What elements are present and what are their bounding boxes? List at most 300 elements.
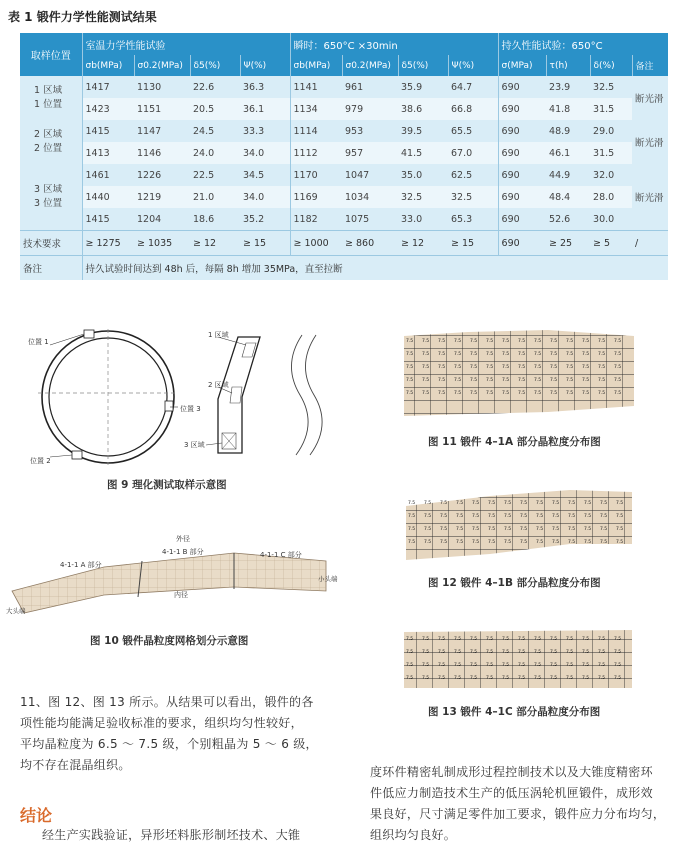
note-cell: 断光滑 — [632, 76, 668, 120]
grain-size-label: 7.5 — [438, 650, 446, 655]
fig13-caption: 图 13 锻件 4–1C 部分晶粒度分布图 — [428, 706, 601, 718]
table-cell: 1461 — [82, 164, 134, 186]
grain-size-label: 7.5 — [536, 540, 544, 545]
grain-size-label: 7.5 — [472, 501, 480, 506]
table-cell: 1423 — [82, 98, 134, 120]
table-cell: 21.0 — [190, 186, 240, 208]
req-cell: ≥ 5 — [590, 231, 632, 256]
grain-size-label: 7.5 — [550, 676, 558, 681]
grain-size-label: 7.5 — [422, 676, 430, 681]
grain-size-label: 7.5 — [536, 514, 544, 519]
req-cell: ≥ 1000 — [290, 231, 342, 256]
grain-size-label: 7.5 — [438, 663, 446, 668]
position-label: 2 位置 — [34, 143, 63, 154]
grain-size-label: 7.5 — [470, 391, 478, 396]
subheader: σ0.2(MPa) — [134, 55, 190, 76]
table-cell: 35.0 — [398, 164, 448, 186]
grain-size-label: 7.5 — [408, 514, 416, 519]
grain-size-label: 7.5 — [550, 339, 558, 344]
label-part-c: 4-1-1 C 部分 — [260, 551, 302, 559]
subheader: σ0.2(MPa) — [342, 55, 398, 76]
fig12-photo — [400, 484, 636, 564]
table-cell: 1226 — [134, 164, 190, 186]
grain-size-label: 7.5 — [600, 540, 608, 545]
grain-size-label: 7.5 — [598, 378, 606, 383]
subheader: σb(MPa) — [82, 55, 134, 76]
grain-size-label: 7.5 — [582, 663, 590, 668]
grain-size-label: 7.5 — [552, 527, 560, 532]
grain-size-label: 7.5 — [502, 676, 510, 681]
subheader: 备注 — [632, 55, 668, 76]
grain-size-label: 7.5 — [584, 501, 592, 506]
para-line: 项性能均能满足验收标准的要求，组织均匀性较好， — [20, 716, 303, 730]
paragraph-left — [20, 692, 350, 776]
grain-size-label: 7.5 — [552, 501, 560, 506]
grain-size-label: 7.5 — [454, 663, 462, 668]
table-cell: 20.5 — [190, 98, 240, 120]
grain-size-label: 7.5 — [598, 676, 606, 681]
grain-size-label: 7.5 — [552, 540, 560, 545]
grain-size-label: 7.5 — [502, 637, 510, 642]
grain-size-label: 7.5 — [616, 514, 624, 519]
subheader: Ψ(%) — [240, 55, 290, 76]
grain-size-label: 7.5 — [504, 540, 512, 545]
grain-size-label: 7.5 — [502, 663, 510, 668]
grain-size-label: 7.5 — [518, 352, 526, 357]
table-cell: 32.5 — [398, 186, 448, 208]
table-cell: 1114 — [290, 120, 342, 142]
section-heading: 结论 — [20, 806, 53, 825]
grain-size-label: 7.5 — [518, 663, 526, 668]
grain-size-label: 7.5 — [454, 339, 462, 344]
grain-size-label: 7.5 — [488, 514, 496, 519]
table-cell: 64.7 — [448, 76, 498, 98]
table-cell: 1440 — [82, 186, 134, 208]
grain-size-label: 7.5 — [406, 637, 414, 642]
grain-size-label: 7.5 — [550, 365, 558, 370]
table-cell: 65.5 — [448, 120, 498, 142]
table-cell: 1169 — [290, 186, 342, 208]
grain-size-label: 7.5 — [518, 339, 526, 344]
label-inner: 内径 — [174, 591, 188, 599]
position-label: 3 区域 — [34, 184, 63, 195]
grain-size-label: 7.5 — [614, 339, 622, 344]
fig9-diagram — [20, 325, 350, 465]
table-cell: 32.5 — [448, 186, 498, 208]
grain-size-label: 7.5 — [616, 527, 624, 532]
table-cell: 36.1 — [240, 98, 290, 120]
grain-size-label: 7.5 — [598, 650, 606, 655]
position-label: 1 区域 — [34, 85, 63, 96]
fig13-photo — [400, 626, 636, 692]
grain-size-label: 7.5 — [614, 378, 622, 383]
table-cell: 29.0 — [590, 120, 632, 142]
grain-size-label: 7.5 — [614, 391, 622, 396]
grain-size-label: 7.5 — [456, 540, 464, 545]
grain-size-label: 7.5 — [550, 650, 558, 655]
grain-size-label: 7.5 — [566, 650, 574, 655]
req-cell: ≥ 12 — [190, 231, 240, 256]
table-cell: 65.3 — [448, 208, 498, 231]
table-cell: 66.8 — [448, 98, 498, 120]
grain-size-label: 7.5 — [552, 514, 560, 519]
note-cell: 断光滑 — [632, 120, 668, 164]
table-row — [20, 98, 668, 120]
grain-size-label: 7.5 — [454, 365, 462, 370]
table-cell: 34.0 — [240, 186, 290, 208]
table-cell: 1182 — [290, 208, 342, 231]
position-label: 3 位置 — [34, 198, 63, 209]
grain-size-label: 7.5 — [566, 352, 574, 357]
grain-size-label: 7.5 — [566, 663, 574, 668]
grain-size-label: 7.5 — [438, 378, 446, 383]
grain-size-label: 7.5 — [454, 391, 462, 396]
note-cell: 断光滑 — [632, 164, 668, 231]
grain-size-label: 7.5 — [520, 501, 528, 506]
fig11-photo — [398, 322, 638, 422]
grain-size-label: 7.5 — [598, 352, 606, 357]
grain-size-label: 7.5 — [486, 365, 494, 370]
table-cell: 48.4 — [546, 186, 590, 208]
header-sampling-position: 取样位置 — [20, 33, 82, 76]
grain-size-label: 7.5 — [584, 514, 592, 519]
para-line: 平均晶粒度为 6.5 ～ 7.5 级，个别粗晶为 5 ～ 6 级， — [20, 737, 318, 751]
table-cell: 28.0 — [590, 186, 632, 208]
grain-size-label: 7.5 — [566, 391, 574, 396]
position-label: 2 区域 — [34, 129, 63, 140]
grain-size-label: 7.5 — [438, 352, 446, 357]
grain-size-label: 7.5 — [584, 527, 592, 532]
table-cell: 979 — [342, 98, 398, 120]
position-cell — [20, 164, 82, 231]
grain-size-label: 7.5 — [424, 527, 432, 532]
grain-size-label: 7.5 — [406, 391, 414, 396]
table-cell: 1134 — [290, 98, 342, 120]
grain-size-label: 7.5 — [534, 663, 542, 668]
grain-size-label: 7.5 — [550, 391, 558, 396]
table-cell: 957 — [342, 142, 398, 164]
grain-size-label: 7.5 — [486, 650, 494, 655]
subheader: σb(MPa) — [290, 55, 342, 76]
table-cell: 33.3 — [240, 120, 290, 142]
grain-size-label: 7.5 — [534, 637, 542, 642]
grain-size-label: 7.5 — [614, 676, 622, 681]
grain-size-label: 7.5 — [488, 527, 496, 532]
grain-size-label: 7.5 — [550, 637, 558, 642]
subheader: σ(MPa) — [498, 55, 546, 76]
grain-size-label: 7.5 — [488, 501, 496, 506]
grain-size-label: 7.5 — [438, 676, 446, 681]
table-row — [20, 186, 668, 208]
grain-size-label: 7.5 — [422, 378, 430, 383]
subheader: δ(%) — [590, 55, 632, 76]
table-cell: 35.9 — [398, 76, 448, 98]
grain-size-label: 7.5 — [582, 378, 590, 383]
grain-size-label: 7.5 — [502, 378, 510, 383]
label-outer: 外径 — [176, 535, 190, 543]
table-cell: 32.0 — [590, 164, 632, 186]
table-cell: 961 — [342, 76, 398, 98]
grain-size-label: 7.5 — [582, 391, 590, 396]
grain-size-label: 7.5 — [566, 378, 574, 383]
grain-size-label: 7.5 — [438, 391, 446, 396]
table-cell: 33.0 — [398, 208, 448, 231]
grain-size-label: 7.5 — [568, 514, 576, 519]
table-cell: 52.6 — [546, 208, 590, 231]
label-small-end: 小头端 — [318, 575, 338, 583]
header-instant: 瞬时：650°C ×30min — [290, 33, 498, 55]
req-label: 技术要求 — [20, 231, 82, 256]
table-cell: 1112 — [290, 142, 342, 164]
table-cell: 35.2 — [240, 208, 290, 231]
grain-size-label: 7.5 — [424, 514, 432, 519]
remark-text: 持久试验时间达到 48h 后，每隔 8h 增加 35MPa，直至拉断 — [82, 256, 668, 281]
grain-size-label: 7.5 — [470, 676, 478, 681]
table-cell: 690 — [498, 142, 546, 164]
paragraph-right — [370, 762, 680, 846]
table-cell: 34.5 — [240, 164, 290, 186]
grain-size-label: 7.5 — [582, 365, 590, 370]
grain-size-label: 7.5 — [422, 637, 430, 642]
table-cell: 46.1 — [546, 142, 590, 164]
req-cell: ≥ 25 — [546, 231, 590, 256]
grain-size-label: 7.5 — [456, 527, 464, 532]
table-cell: 1141 — [290, 76, 342, 98]
grain-size-label: 7.5 — [614, 663, 622, 668]
grain-size-label: 7.5 — [518, 365, 526, 370]
fig12-caption: 图 12 锻件 4–1B 部分晶粒度分布图 — [428, 577, 601, 589]
grain-size-label: 7.5 — [584, 540, 592, 545]
grain-size-label: 7.5 — [486, 663, 494, 668]
grain-size-label: 7.5 — [504, 514, 512, 519]
label-zone-1: 1 区域 — [208, 331, 229, 339]
conclusion-line: 经生产实践验证，异形坯料胀形制坯技术、大锥 — [42, 828, 301, 842]
grain-size-label: 7.5 — [408, 527, 416, 532]
grain-size-label: 7.5 — [568, 527, 576, 532]
grain-size-label: 7.5 — [536, 501, 544, 506]
grain-size-label: 7.5 — [406, 650, 414, 655]
table-cell: 24.0 — [190, 142, 240, 164]
grain-size-label: 7.5 — [550, 378, 558, 383]
grain-size-label: 7.5 — [456, 501, 464, 506]
table-cell: 22.5 — [190, 164, 240, 186]
properties-table — [20, 33, 668, 280]
grain-size-label: 7.5 — [472, 527, 480, 532]
grain-size-label: 7.5 — [406, 352, 414, 357]
grain-size-label: 7.5 — [438, 637, 446, 642]
grain-size-label: 7.5 — [456, 514, 464, 519]
grain-size-label: 7.5 — [470, 378, 478, 383]
grain-size-label: 7.5 — [454, 637, 462, 642]
grain-size-label: 7.5 — [520, 514, 528, 519]
table-cell: 1204 — [134, 208, 190, 231]
table-cell: 41.5 — [398, 142, 448, 164]
para-line: 11、图 12、图 13 所示。从结果可以看出，锻件的各 — [20, 695, 314, 709]
table-row — [20, 120, 668, 142]
para-line: 果良好，尺寸满足零件加工要求，锻件应力分布均匀， — [370, 807, 666, 821]
grain-size-label: 7.5 — [486, 676, 494, 681]
grain-size-label: 7.5 — [600, 501, 608, 506]
grain-size-label: 7.5 — [600, 514, 608, 519]
grain-size-label: 7.5 — [534, 365, 542, 370]
grain-size-label: 7.5 — [518, 391, 526, 396]
grain-size-label: 7.5 — [422, 391, 430, 396]
fig10-caption: 图 10 锻件晶粒度网格划分示意图 — [90, 635, 249, 647]
grain-size-label: 7.5 — [582, 637, 590, 642]
grain-size-label: 7.5 — [470, 637, 478, 642]
grain-size-label: 7.5 — [406, 365, 414, 370]
fig11-caption: 图 11 锻件 4–1A 部分晶粒度分布图 — [428, 436, 601, 448]
table-cell: 1417 — [82, 76, 134, 98]
table-row — [20, 164, 668, 186]
subheader: δ5(%) — [190, 55, 240, 76]
grain-size-label: 7.5 — [614, 650, 622, 655]
para-line: 均不存在混晶组织。 — [20, 758, 131, 772]
grain-size-label: 7.5 — [566, 676, 574, 681]
grain-size-label: 7.5 — [582, 676, 590, 681]
grain-size-label: 7.5 — [454, 676, 462, 681]
grain-size-label: 7.5 — [614, 352, 622, 357]
fig9-caption: 图 9 理化测试取样示意图 — [107, 479, 227, 491]
grain-size-label: 7.5 — [406, 663, 414, 668]
grain-size-label: 7.5 — [486, 352, 494, 357]
req-cell: ≥ 1275 — [82, 231, 134, 256]
table-cell: 953 — [342, 120, 398, 142]
table-cell: 36.3 — [240, 76, 290, 98]
grain-size-label: 7.5 — [454, 352, 462, 357]
grain-size-label: 7.5 — [486, 339, 494, 344]
grain-size-label: 7.5 — [408, 540, 416, 545]
grain-size-label: 7.5 — [406, 676, 414, 681]
grain-size-label: 7.5 — [520, 540, 528, 545]
table-cell: 690 — [498, 208, 546, 231]
label-position-1: 位置 1 — [28, 338, 49, 346]
grain-size-label: 7.5 — [534, 676, 542, 681]
subheader: τ(h) — [546, 55, 590, 76]
grain-size-label: 7.5 — [502, 365, 510, 370]
grain-size-label: 7.5 — [598, 637, 606, 642]
grain-size-label: 7.5 — [470, 650, 478, 655]
grain-size-label: 7.5 — [518, 378, 526, 383]
grain-size-label: 7.5 — [598, 365, 606, 370]
grain-size-label: 7.5 — [534, 650, 542, 655]
table-cell: 39.5 — [398, 120, 448, 142]
grain-size-label: 7.5 — [536, 527, 544, 532]
grain-size-label: 7.5 — [568, 501, 576, 506]
table-cell: 41.8 — [546, 98, 590, 120]
grain-size-label: 7.5 — [582, 650, 590, 655]
table-cell: 1147 — [134, 120, 190, 142]
grain-size-label: 7.5 — [488, 540, 496, 545]
grain-size-label: 7.5 — [520, 527, 528, 532]
grain-size-label: 7.5 — [422, 650, 430, 655]
grain-size-label: 7.5 — [422, 663, 430, 668]
grain-size-label: 7.5 — [422, 365, 430, 370]
grain-size-label: 7.5 — [550, 663, 558, 668]
grain-size-label: 7.5 — [502, 391, 510, 396]
grain-size-label: 7.5 — [616, 501, 624, 506]
table-cell: 1130 — [134, 76, 190, 98]
subheader: Ψ(%) — [448, 55, 498, 76]
req-cell: ≥ 1035 — [134, 231, 190, 256]
label-big-end: 大头端 — [6, 607, 26, 615]
position-label: 1 位置 — [34, 99, 63, 110]
table-cell: 690 — [498, 120, 546, 142]
table-cell: 690 — [498, 98, 546, 120]
table-cell: 1413 — [82, 142, 134, 164]
label-part-a: 4-1-1 A 部分 — [60, 561, 102, 569]
grain-size-label: 7.5 — [470, 365, 478, 370]
table-cell: 32.5 — [590, 76, 632, 98]
grain-size-label: 7.5 — [504, 527, 512, 532]
grain-size-label: 7.5 — [598, 663, 606, 668]
grain-size-label: 7.5 — [600, 527, 608, 532]
table-cell: 1219 — [134, 186, 190, 208]
table-cell: 1075 — [342, 208, 398, 231]
grain-size-label: 7.5 — [518, 650, 526, 655]
grain-size-label: 7.5 — [440, 501, 448, 506]
req-cell: 690 — [498, 231, 546, 256]
grain-size-label: 7.5 — [424, 540, 432, 545]
table-cell: 22.6 — [190, 76, 240, 98]
grain-size-label: 7.5 — [614, 365, 622, 370]
grain-size-label: 7.5 — [422, 352, 430, 357]
header-room-temp: 室温力学性能试验 — [82, 33, 290, 55]
table-cell: 18.6 — [190, 208, 240, 231]
table-cell: 31.5 — [590, 142, 632, 164]
grain-size-label: 7.5 — [518, 637, 526, 642]
grain-size-label: 7.5 — [582, 352, 590, 357]
table-cell: 31.5 — [590, 98, 632, 120]
grain-size-label: 7.5 — [454, 378, 462, 383]
grain-size-label: 7.5 — [438, 339, 446, 344]
grain-size-label: 7.5 — [440, 527, 448, 532]
label-zone-3: 3 区域 — [184, 441, 205, 449]
label-part-b: 4-1-1 B 部分 — [162, 548, 204, 556]
table-cell: 67.0 — [448, 142, 498, 164]
grain-size-label: 7.5 — [486, 637, 494, 642]
grain-size-label: 7.5 — [470, 663, 478, 668]
grain-size-label: 7.5 — [598, 339, 606, 344]
grain-size-label: 7.5 — [566, 637, 574, 642]
grain-size-label: 7.5 — [440, 540, 448, 545]
table-cell: 48.9 — [546, 120, 590, 142]
table-row — [20, 142, 668, 164]
grain-size-label: 7.5 — [470, 352, 478, 357]
table-cell: 1151 — [134, 98, 190, 120]
grain-size-label: 7.5 — [472, 514, 480, 519]
grain-size-label: 7.5 — [582, 339, 590, 344]
table-cell: 1034 — [342, 186, 398, 208]
label-position-3: 位置 3 — [180, 405, 201, 413]
grain-size-label: 7.5 — [406, 378, 414, 383]
grain-size-label: 7.5 — [406, 339, 414, 344]
grain-size-label: 7.5 — [422, 339, 430, 344]
grain-size-label: 7.5 — [440, 514, 448, 519]
para-line: 度环件精密轧制成形过程控制技术以及大锥度精密环 — [370, 765, 653, 779]
grain-size-label: 7.5 — [438, 365, 446, 370]
grain-size-label: 7.5 — [472, 540, 480, 545]
grain-size-label: 7.5 — [454, 650, 462, 655]
table-row — [20, 76, 668, 98]
grain-size-label: 7.5 — [598, 391, 606, 396]
table-cell: 62.5 — [448, 164, 498, 186]
table-cell: 1170 — [290, 164, 342, 186]
table-cell: 44.9 — [546, 164, 590, 186]
table-cell: 1047 — [342, 164, 398, 186]
grain-size-label: 7.5 — [566, 365, 574, 370]
table-cell: 690 — [498, 164, 546, 186]
